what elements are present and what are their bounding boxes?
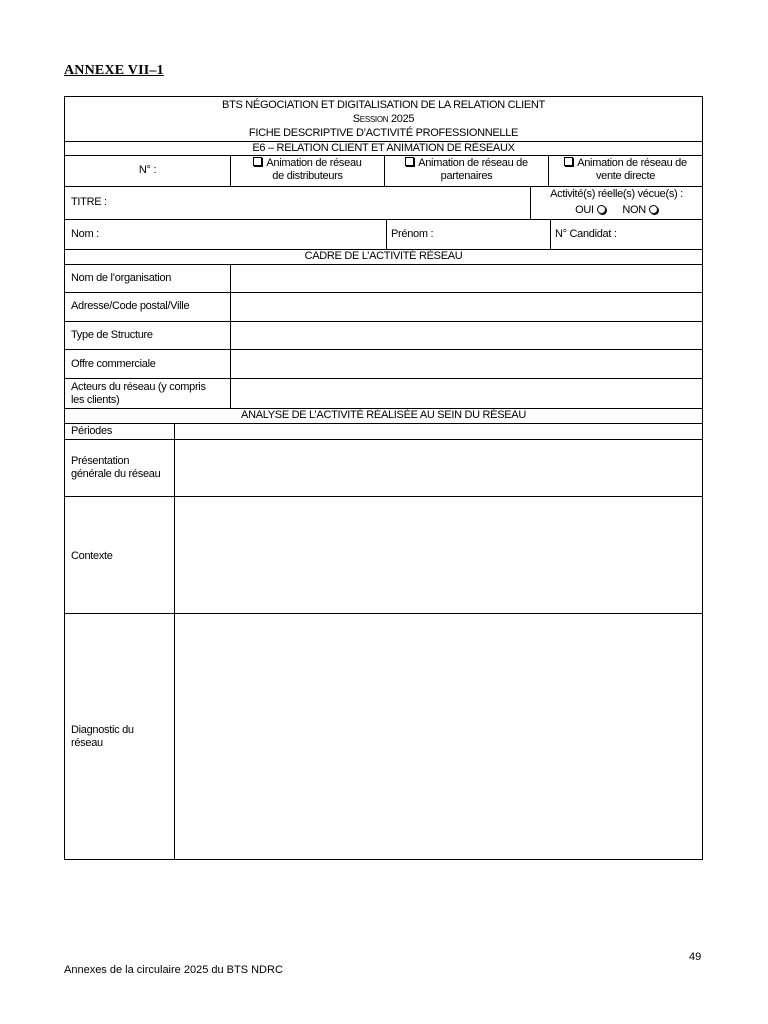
- col-divider: [550, 219, 551, 249]
- checkbox-icon[interactable]: [564, 157, 573, 166]
- cadre-section-title: CADRE DE L’ACTIVITÉ RÉSEAU: [304, 250, 463, 262]
- row-divider: [65, 439, 702, 440]
- offre-commerciale-label: Offre commerciale: [71, 358, 156, 370]
- acteurs-line2: les clients): [71, 394, 120, 406]
- option-distributeurs[interactable]: [231, 157, 384, 183]
- presentation-line2: générale du réseau: [71, 468, 161, 480]
- exam-title: BTS NÉGOCIATION ET DIGITALISATION DE LA RELATION CLIENT: [222, 99, 545, 111]
- checkbox-icon[interactable]: [405, 157, 414, 166]
- non-radio-icon[interactable]: [649, 205, 658, 214]
- oui-radio-icon[interactable]: [597, 205, 606, 214]
- oui-label: OUI: [575, 204, 594, 216]
- row-divider: [65, 292, 702, 293]
- prenom-label: Prénom :: [391, 228, 434, 240]
- option-vente-directe-line1: Animation de réseau de: [577, 157, 687, 169]
- analyse-section-title: ANALYSE DE L’ACTIVITÉ RÉALISÉE AU SEIN DU RÉSEAU: [241, 409, 526, 421]
- periodes-label: Périodes: [71, 425, 113, 437]
- row-divider: [65, 349, 702, 350]
- col-divider: [386, 219, 387, 249]
- non-label: NON: [622, 204, 646, 216]
- option-partenaires-line1: Animation de réseau de: [418, 157, 528, 169]
- acteurs-line1: Acteurs du réseau (y compris: [71, 381, 206, 393]
- option-distributeurs-line1: Animation de réseau: [266, 157, 362, 169]
- diagnostic-line2: réseau: [71, 737, 103, 749]
- form-title: FICHE DESCRIPTIVE D’ACTIVITÉ PROFESSIONNELLE: [248, 127, 519, 139]
- row-divider: [65, 186, 702, 187]
- contexte-label: Contexte: [71, 550, 113, 562]
- activite-reelle-choices: [531, 204, 702, 217]
- option-vente-directe[interactable]: [549, 157, 702, 183]
- numero-label: N° :: [138, 164, 157, 176]
- epreuve-title: E6 – RELATION CLIENT ET ANIMATION DE RÉSEAUX: [252, 142, 515, 154]
- row-divider: [65, 219, 702, 220]
- activity-form-table: [64, 96, 703, 860]
- acteurs-reseau-label: [71, 381, 206, 407]
- diagnostic-line1: Diagnostic du: [71, 724, 134, 736]
- col-divider: [230, 264, 231, 408]
- numero-candidat-label: N° Candidat :: [555, 228, 617, 240]
- row-divider: [65, 378, 702, 379]
- nom-label: Nom :: [71, 228, 99, 240]
- page-number: 49: [689, 951, 702, 963]
- footer-text: Annexes de la circulaire 2025 du BTS NDRC: [64, 964, 283, 976]
- adresse-label: Adresse/Code postal/Ville: [71, 300, 190, 312]
- checkbox-icon[interactable]: [253, 157, 262, 166]
- type-structure-label: Type de Structure: [71, 329, 153, 341]
- option-partenaires-line2: partenaires: [440, 170, 493, 182]
- option-distributeurs-line2: de distributeurs: [272, 170, 343, 182]
- nom-organisation-label: Nom de l’organisation: [71, 272, 172, 284]
- presentation-label: [71, 455, 160, 481]
- row-divider: [65, 496, 702, 497]
- annexe-title: ANNEXE VII–1: [64, 63, 164, 78]
- option-vente-directe-line2: vente directe: [595, 170, 656, 182]
- option-partenaires[interactable]: [385, 157, 548, 183]
- activite-reelle-label: Activité(s) réelle(s) vécue(s) :: [550, 188, 683, 200]
- col-divider: [174, 423, 175, 859]
- session-label: Session 2025: [352, 113, 415, 125]
- diagnostic-label: [71, 724, 134, 750]
- row-divider: [65, 264, 702, 265]
- titre-label: TITRE :: [71, 196, 107, 208]
- row-divider: [65, 321, 702, 322]
- row-divider: [65, 423, 702, 424]
- presentation-line1: Présentation: [71, 455, 130, 467]
- row-divider: [65, 613, 702, 614]
